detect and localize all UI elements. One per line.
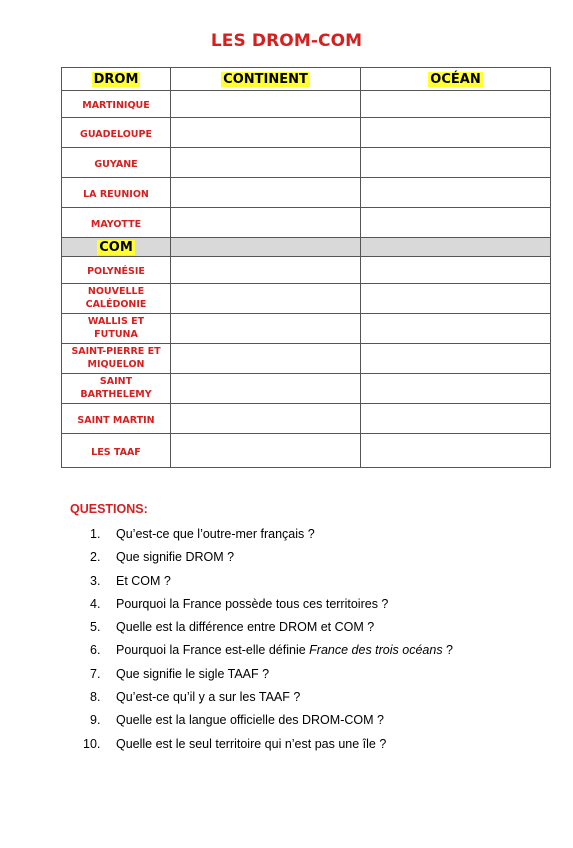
- list-item: 7. Que signifie le sigle TAAF ?: [90, 666, 270, 681]
- header-ocean: OCÉAN: [361, 68, 551, 91]
- territory-cell: WALLIS ET FUTUNA: [62, 314, 171, 344]
- territory-cell: GUYANE: [62, 148, 171, 178]
- table-row: [62, 208, 551, 238]
- list-item: 9. Quelle est la langue officielle des DROM-COM ?: [90, 713, 384, 728]
- table-header-row: [62, 68, 551, 91]
- list-item: 10. Quelle est le seul territoire qui n’est pas une île ?: [83, 736, 387, 751]
- list-item: 4. Pourquoi la France possède tous ces territoires ?: [90, 596, 389, 611]
- question-text: Quelle est la différence entre DROM et COM ?: [116, 620, 375, 635]
- ocean-cell[interactable]: [361, 434, 551, 468]
- continent-cell[interactable]: [171, 314, 361, 344]
- territory-cell: MARTINIQUE: [62, 91, 171, 118]
- continent-cell[interactable]: [171, 257, 361, 284]
- table-row: [62, 344, 551, 374]
- com-header-cell: COM: [62, 238, 171, 257]
- territory-cell: SAINT MARTIN: [62, 404, 171, 434]
- question-text: Quelle est le seul territoire qui n’est pas une île ?: [116, 736, 387, 751]
- question-text: Et COM ?: [116, 573, 171, 588]
- com-section-row: [62, 238, 551, 257]
- continent-cell[interactable]: [171, 374, 361, 404]
- com-header-blank: [361, 238, 551, 257]
- table-row: [62, 178, 551, 208]
- questions-list: [83, 527, 560, 760]
- page-title: LES DROM-COM: [210, 31, 363, 51]
- header-continent: CONTINENT: [171, 68, 361, 91]
- table-row: [62, 284, 551, 314]
- ocean-cell[interactable]: [361, 178, 551, 208]
- continent-cell[interactable]: [171, 148, 361, 178]
- ocean-cell[interactable]: [361, 118, 551, 148]
- drom-com-table: [61, 67, 551, 468]
- ocean-cell[interactable]: [361, 257, 551, 284]
- list-item: 8. Qu’est-ce qu’il y a sur les TAAF ?: [90, 690, 301, 705]
- question-text: Pourquoi la France est-elle définie: [116, 643, 310, 658]
- list-item: 3. Et COM ?: [90, 573, 171, 588]
- questions-heading: QUESTIONS:: [70, 502, 148, 516]
- table-row: [62, 314, 551, 344]
- question-text: Que signifie DROM ?: [116, 550, 235, 565]
- question-text: Pourquoi la France possède tous ces territoires ?: [116, 596, 389, 611]
- territory-cell: SAINT BARTHELEMY: [62, 374, 171, 404]
- table-row: [62, 404, 551, 434]
- question-text: Quelle est la langue officielle des DROM-COM ?: [116, 713, 384, 728]
- ocean-cell[interactable]: [361, 208, 551, 238]
- table-row: [62, 257, 551, 284]
- ocean-cell[interactable]: [361, 404, 551, 434]
- territory-cell: SAINT-PIERRE ET MIQUELON: [62, 344, 171, 374]
- ocean-cell[interactable]: [361, 148, 551, 178]
- continent-cell[interactable]: [171, 284, 361, 314]
- continent-cell[interactable]: [171, 178, 361, 208]
- territory-cell: GUADELOUPE: [62, 118, 171, 148]
- ocean-cell[interactable]: [361, 314, 551, 344]
- list-item: 1. Qu’est-ce que l’outre-mer français ?: [90, 527, 315, 541]
- table-row: [62, 374, 551, 404]
- continent-cell[interactable]: [171, 91, 361, 118]
- table-row: [62, 148, 551, 178]
- question-text: Que signifie le sigle TAAF ?: [116, 666, 270, 681]
- continent-cell[interactable]: [171, 434, 361, 468]
- question-text: Qu’est-ce que l’outre-mer français ?: [116, 527, 315, 541]
- question-italic-text: France des trois océans: [309, 643, 443, 658]
- territory-cell: NOUVELLE CALÉDONIE: [62, 284, 171, 314]
- list-item: 5. Quelle est la différence entre DROM et COM ?: [90, 620, 375, 635]
- continent-cell[interactable]: [171, 344, 361, 374]
- header-drom: DROM: [62, 68, 171, 91]
- table-row: [62, 434, 551, 468]
- com-header-blank: [171, 238, 361, 257]
- table-row: [62, 91, 551, 118]
- ocean-cell[interactable]: [361, 374, 551, 404]
- ocean-cell[interactable]: [361, 284, 551, 314]
- question-text-end: ?: [442, 643, 454, 658]
- ocean-cell[interactable]: [361, 91, 551, 118]
- territory-cell: MAYOTTE: [62, 208, 171, 238]
- ocean-cell[interactable]: [361, 344, 551, 374]
- territory-cell: POLYNÉSIE: [62, 257, 171, 284]
- territory-cell: LA REUNION: [62, 178, 171, 208]
- continent-cell[interactable]: [171, 208, 361, 238]
- continent-cell[interactable]: [171, 404, 361, 434]
- table-row: [62, 118, 551, 148]
- question-text: Qu’est-ce qu’il y a sur les TAAF ?: [116, 690, 301, 705]
- continent-cell[interactable]: [171, 118, 361, 148]
- list-item: 2. Que signifie DROM ?: [90, 550, 235, 565]
- list-item: 6. Pourquoi la France est-elle définie France des trois océans ?: [90, 643, 454, 658]
- territory-cell: LES TAAF: [62, 434, 171, 468]
